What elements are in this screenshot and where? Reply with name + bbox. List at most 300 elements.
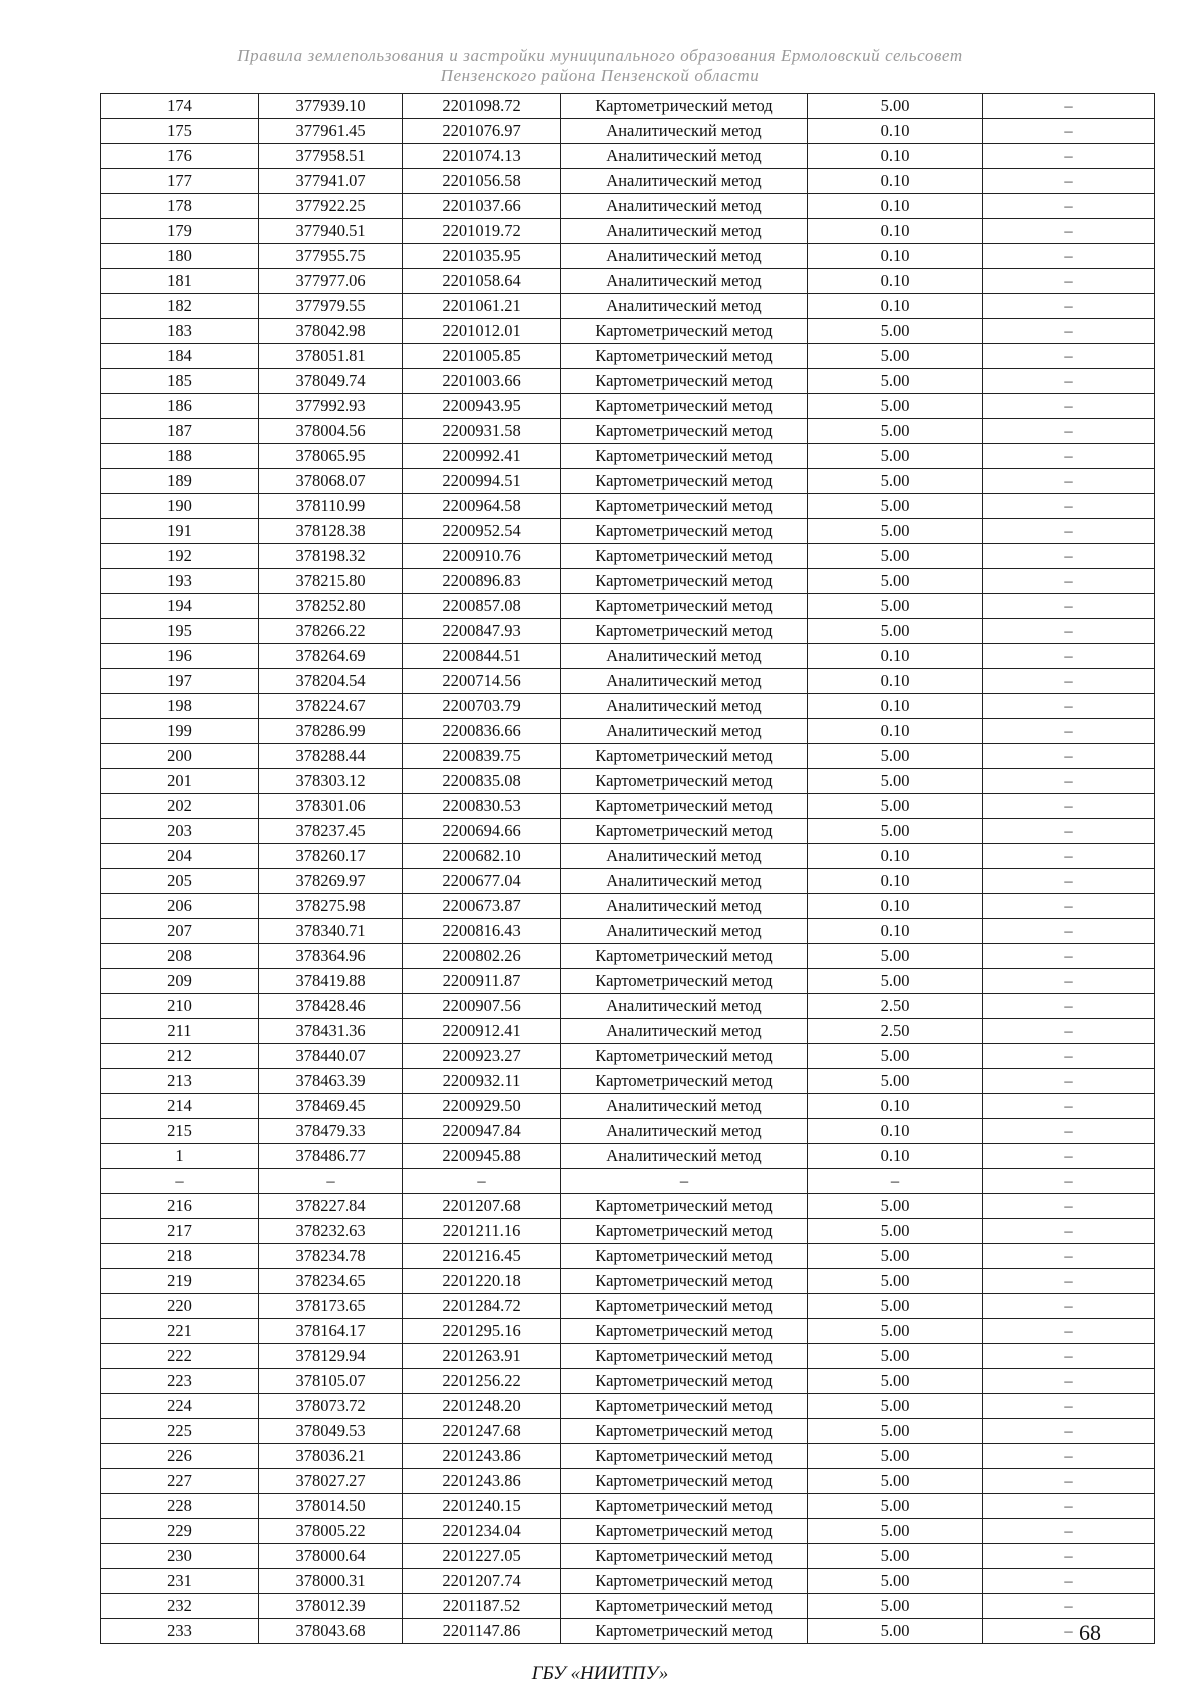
note-cell: – [983,394,1155,419]
table-row [101,744,1155,769]
accuracy-cell: 5.00 [808,94,983,119]
point-number-cell: 187 [101,419,259,444]
x-coordinate-cell: 377961.45 [259,119,403,144]
method-cell: Картометрический метод [561,819,808,844]
table-row [101,394,1155,419]
y-coordinate-cell: 2201098.72 [403,94,561,119]
x-coordinate-cell: 378303.12 [259,769,403,794]
note-cell: – [983,694,1155,719]
coordinates-table [100,93,1155,1644]
y-coordinate-cell: 2200682.10 [403,844,561,869]
x-coordinate-cell: 378463.39 [259,1069,403,1094]
point-number-cell: 230 [101,1544,259,1569]
note-cell: – [983,344,1155,369]
x-coordinate-cell: 378065.95 [259,444,403,469]
y-coordinate-cell: 2200932.11 [403,1069,561,1094]
y-coordinate-cell: 2201243.86 [403,1469,561,1494]
method-cell: Аналитический метод [561,194,808,219]
point-number-cell: 177 [101,169,259,194]
note-cell: – [983,519,1155,544]
note-cell: – [983,1019,1155,1044]
accuracy-cell: 0.10 [808,919,983,944]
x-coordinate-cell: 378036.21 [259,1444,403,1469]
point-number-cell: 226 [101,1444,259,1469]
y-coordinate-cell: 2200910.76 [403,544,561,569]
note-cell: – [983,169,1155,194]
y-coordinate-cell: 2200952.54 [403,519,561,544]
table-row [101,144,1155,169]
method-cell: Аналитический метод [561,894,808,919]
x-coordinate-cell: 378128.38 [259,519,403,544]
method-cell: Аналитический метод [561,269,808,294]
note-cell: – [983,1294,1155,1319]
y-coordinate-cell: 2201243.86 [403,1444,561,1469]
note-cell: – [983,1119,1155,1144]
x-coordinate-cell: 378252.80 [259,594,403,619]
x-coordinate-cell: 378340.71 [259,919,403,944]
accuracy-cell: 0.10 [808,719,983,744]
table-row [101,369,1155,394]
x-coordinate-cell: 378110.99 [259,494,403,519]
note-cell: – [983,869,1155,894]
table-row [101,1244,1155,1269]
table-row [101,869,1155,894]
table-row [101,544,1155,569]
x-coordinate-cell: 378237.45 [259,819,403,844]
method-cell: Картометрический метод [561,419,808,444]
note-cell: – [983,1369,1155,1394]
method-cell: Картометрический метод [561,619,808,644]
x-coordinate-cell: 378129.94 [259,1344,403,1369]
method-cell: Картометрический метод [561,794,808,819]
table-row [101,1119,1155,1144]
y-coordinate-cell: 2200714.56 [403,669,561,694]
y-coordinate-cell: 2201263.91 [403,1344,561,1369]
x-coordinate-cell: 378224.67 [259,694,403,719]
method-cell: Аналитический метод [561,644,808,669]
note-cell: – [983,1144,1155,1169]
point-number-cell: 201 [101,769,259,794]
point-number-cell: 232 [101,1594,259,1619]
method-cell: Картометрический метод [561,594,808,619]
point-number-cell: 204 [101,844,259,869]
point-number-cell: 192 [101,544,259,569]
point-number-cell: 221 [101,1319,259,1344]
point-number-cell: 224 [101,1394,259,1419]
method-cell: Картометрический метод [561,1269,808,1294]
x-coordinate-cell: 378073.72 [259,1394,403,1419]
x-coordinate-cell: 378198.32 [259,544,403,569]
y-coordinate-cell: 2201216.45 [403,1244,561,1269]
accuracy-cell: 0.10 [808,669,983,694]
table-row [101,1344,1155,1369]
table-row [101,344,1155,369]
point-number-cell: 174 [101,94,259,119]
note-cell: – [983,444,1155,469]
accuracy-cell: 0.10 [808,119,983,144]
accuracy-cell: 5.00 [808,1519,983,1544]
method-cell: Картометрический метод [561,1519,808,1544]
x-coordinate-cell: 378232.63 [259,1219,403,1244]
accuracy-cell: 5.00 [808,344,983,369]
y-coordinate-cell: 2201248.20 [403,1394,561,1419]
note-cell: – [983,1394,1155,1419]
x-coordinate-cell: 377941.07 [259,169,403,194]
x-coordinate-cell: 378266.22 [259,619,403,644]
x-coordinate-cell: 377979.55 [259,294,403,319]
y-coordinate-cell: 2200929.50 [403,1094,561,1119]
table-row [101,1369,1155,1394]
note-cell: – [983,894,1155,919]
accuracy-cell: 5.00 [808,1569,983,1594]
point-number-cell: 233 [101,1619,259,1644]
accuracy-cell: 5.00 [808,1069,983,1094]
accuracy-cell: 0.10 [808,869,983,894]
table-row [101,1419,1155,1444]
table-row [101,1044,1155,1069]
table-row [101,494,1155,519]
note-cell: – [983,1094,1155,1119]
point-number-cell: 181 [101,269,259,294]
point-number-cell: 217 [101,1219,259,1244]
x-coordinate-cell: 378005.22 [259,1519,403,1544]
table-row [101,1394,1155,1419]
point-number-cell: 229 [101,1519,259,1544]
y-coordinate-cell: 2201207.74 [403,1569,561,1594]
x-coordinate-cell: 378042.98 [259,319,403,344]
y-coordinate-cell: 2200835.08 [403,769,561,794]
note-cell: – [983,1069,1155,1094]
point-number-cell: 178 [101,194,259,219]
method-cell: Аналитический метод [561,1094,808,1119]
y-coordinate-cell: 2200931.58 [403,419,561,444]
note-cell: – [983,269,1155,294]
method-cell: Картометрический метод [561,369,808,394]
table-row [101,169,1155,194]
note-cell: – [983,719,1155,744]
method-cell: Картометрический метод [561,1244,808,1269]
method-cell: Картометрический метод [561,1469,808,1494]
method-cell: Картометрический метод [561,944,808,969]
point-number-cell: 219 [101,1269,259,1294]
x-coordinate-cell: 378260.17 [259,844,403,869]
method-cell: – [561,1169,808,1194]
y-coordinate-cell: 2200994.51 [403,469,561,494]
accuracy-cell: 0.10 [808,694,983,719]
table-row [101,269,1155,294]
point-number-cell: 207 [101,919,259,944]
accuracy-cell: 5.00 [808,969,983,994]
x-coordinate-cell: 378301.06 [259,794,403,819]
point-number-cell: 197 [101,669,259,694]
y-coordinate-cell: 2201056.58 [403,169,561,194]
y-coordinate-cell: – [403,1169,561,1194]
note-cell: – [983,1494,1155,1519]
x-coordinate-cell: 378486.77 [259,1144,403,1169]
accuracy-cell: 5.00 [808,744,983,769]
accuracy-cell: 5.00 [808,369,983,394]
accuracy-cell: 5.00 [808,419,983,444]
point-number-cell: 214 [101,1094,259,1119]
table-row [101,519,1155,544]
point-number-cell: 206 [101,894,259,919]
point-number-cell: 222 [101,1344,259,1369]
point-number-cell: 210 [101,994,259,1019]
note-cell: – [983,944,1155,969]
x-coordinate-cell: 377940.51 [259,219,403,244]
note-cell: – [983,619,1155,644]
point-number-cell: 179 [101,219,259,244]
accuracy-cell: 2.50 [808,1019,983,1044]
point-number-cell: 191 [101,519,259,544]
method-cell: Картометрический метод [561,344,808,369]
header-line-2: Пензенского района Пензенской области [440,66,760,85]
note-cell: – [983,644,1155,669]
point-number-cell: 231 [101,1569,259,1594]
y-coordinate-cell: 2201227.05 [403,1544,561,1569]
running-header [100,46,1100,86]
method-cell: Картометрический метод [561,1444,808,1469]
accuracy-cell: 5.00 [808,1619,983,1644]
method-cell: Картометрический метод [561,1294,808,1319]
table-row [101,919,1155,944]
method-cell: Аналитический метод [561,844,808,869]
method-cell: Картометрический метод [561,1494,808,1519]
y-coordinate-cell: 2200694.66 [403,819,561,844]
accuracy-cell: 5.00 [808,1394,983,1419]
table-row [101,219,1155,244]
point-number-cell: 227 [101,1469,259,1494]
point-number-cell: 203 [101,819,259,844]
point-number-cell: 220 [101,1294,259,1319]
note-cell: – [983,419,1155,444]
y-coordinate-cell: 2201256.22 [403,1369,561,1394]
table-row [101,894,1155,919]
accuracy-cell: 5.00 [808,469,983,494]
y-coordinate-cell: 2201295.16 [403,1319,561,1344]
x-coordinate-cell: 378068.07 [259,469,403,494]
note-cell: – [983,1469,1155,1494]
note-cell: – [983,669,1155,694]
point-number-cell: 175 [101,119,259,144]
table-row [101,819,1155,844]
accuracy-cell: 5.00 [808,1044,983,1069]
y-coordinate-cell: 2201058.64 [403,269,561,294]
point-number-cell: 209 [101,969,259,994]
point-number-cell: 202 [101,794,259,819]
x-coordinate-cell: 378269.97 [259,869,403,894]
y-coordinate-cell: 2200945.88 [403,1144,561,1169]
table-row [101,1069,1155,1094]
table-row [101,1269,1155,1294]
y-coordinate-cell: 2201074.13 [403,144,561,169]
accuracy-cell: 5.00 [808,1594,983,1619]
accuracy-cell: 0.10 [808,144,983,169]
note-cell: – [983,1194,1155,1219]
point-number-cell: 198 [101,694,259,719]
y-coordinate-cell: 2201247.68 [403,1419,561,1444]
method-cell: Аналитический метод [561,244,808,269]
note-cell: – [983,494,1155,519]
x-coordinate-cell: 378014.50 [259,1494,403,1519]
note-cell: – [983,769,1155,794]
method-cell: Картометрический метод [561,1069,808,1094]
table-row [101,419,1155,444]
table-row [101,444,1155,469]
table-row [101,969,1155,994]
y-coordinate-cell: 2201187.52 [403,1594,561,1619]
accuracy-cell: 0.10 [808,1119,983,1144]
note-cell: – [983,194,1155,219]
y-coordinate-cell: 2200677.04 [403,869,561,894]
x-coordinate-cell: 377939.10 [259,94,403,119]
point-number-cell: 185 [101,369,259,394]
method-cell: Картометрический метод [561,1044,808,1069]
note-cell: – [983,294,1155,319]
point-number-cell: 190 [101,494,259,519]
y-coordinate-cell: 2201061.21 [403,294,561,319]
table-row [101,994,1155,1019]
x-coordinate-cell: 378428.46 [259,994,403,1019]
y-coordinate-cell: 2200907.56 [403,994,561,1019]
method-cell: Картометрический метод [561,1319,808,1344]
table-row [101,119,1155,144]
method-cell: Картометрический метод [561,1194,808,1219]
method-cell: Картометрический метод [561,569,808,594]
table-row [101,469,1155,494]
note-cell: – [983,244,1155,269]
note-cell: – [983,1319,1155,1344]
note-cell: – [983,1044,1155,1069]
x-coordinate-cell: 378264.69 [259,644,403,669]
method-cell: Картометрический метод [561,494,808,519]
table-row [101,794,1155,819]
accuracy-cell: 0.10 [808,894,983,919]
method-cell: Картометрический метод [561,519,808,544]
note-cell: – [983,1169,1155,1194]
note-cell: – [983,744,1155,769]
method-cell: Картометрический метод [561,394,808,419]
accuracy-cell: 5.00 [808,1219,983,1244]
accuracy-cell: 0.10 [808,194,983,219]
table-row [101,1219,1155,1244]
y-coordinate-cell: 2200943.95 [403,394,561,419]
x-coordinate-cell: 378275.98 [259,894,403,919]
note-cell: – [983,1619,1155,1644]
accuracy-cell: 0.10 [808,1144,983,1169]
note-cell: – [983,1244,1155,1269]
note-cell: – [983,1269,1155,1294]
accuracy-cell: 5.00 [808,1269,983,1294]
note-cell: – [983,469,1155,494]
accuracy-cell: 5.00 [808,1369,983,1394]
note-cell: – [983,844,1155,869]
point-number-cell: 215 [101,1119,259,1144]
table-row [101,719,1155,744]
accuracy-cell: 5.00 [808,519,983,544]
y-coordinate-cell: 2201147.86 [403,1619,561,1644]
method-cell: Аналитический метод [561,219,808,244]
note-cell: – [983,144,1155,169]
accuracy-cell: 5.00 [808,1444,983,1469]
table-row [101,1319,1155,1344]
method-cell: Картометрический метод [561,1369,808,1394]
method-cell: Картометрический метод [561,1219,808,1244]
point-number-cell: 208 [101,944,259,969]
x-coordinate-cell: 378164.17 [259,1319,403,1344]
x-coordinate-cell: 378469.45 [259,1094,403,1119]
note-cell: – [983,1594,1155,1619]
method-cell: Аналитический метод [561,144,808,169]
method-cell: Картометрический метод [561,1594,808,1619]
table-row [101,669,1155,694]
note-cell: – [983,1444,1155,1469]
note-cell: – [983,819,1155,844]
accuracy-cell: 5.00 [808,494,983,519]
note-cell: – [983,1569,1155,1594]
accuracy-cell: 5.00 [808,444,983,469]
x-coordinate-cell: 378049.74 [259,369,403,394]
point-number-cell: 184 [101,344,259,369]
table-row [101,1569,1155,1594]
point-number-cell: 196 [101,644,259,669]
y-coordinate-cell: 2200830.53 [403,794,561,819]
method-cell: Картометрический метод [561,94,808,119]
x-coordinate-cell: 378105.07 [259,1369,403,1394]
method-cell: Аналитический метод [561,1144,808,1169]
method-cell: Аналитический метод [561,919,808,944]
y-coordinate-cell: 2200911.87 [403,969,561,994]
accuracy-cell: 5.00 [808,319,983,344]
table-row [101,594,1155,619]
accuracy-cell: 5.00 [808,1344,983,1369]
accuracy-cell: 5.00 [808,569,983,594]
point-number-cell: 195 [101,619,259,644]
y-coordinate-cell: 2200673.87 [403,894,561,919]
point-number-cell: 199 [101,719,259,744]
point-number-cell: 223 [101,1369,259,1394]
note-cell: – [983,1344,1155,1369]
x-coordinate-cell: 378431.36 [259,1019,403,1044]
table-row [101,844,1155,869]
table-row [101,1519,1155,1544]
accuracy-cell: 0.10 [808,269,983,294]
note-cell: – [983,119,1155,144]
note-cell: – [983,594,1155,619]
table-row [101,1019,1155,1044]
y-coordinate-cell: 2201019.72 [403,219,561,244]
accuracy-cell: 0.10 [808,1094,983,1119]
point-number-cell: 182 [101,294,259,319]
page-number: 68 [1079,1620,1101,1645]
y-coordinate-cell: 2200857.08 [403,594,561,619]
point-number-cell: 186 [101,394,259,419]
y-coordinate-cell: 2200912.41 [403,1019,561,1044]
x-coordinate-cell: 378440.07 [259,1044,403,1069]
note-cell: – [983,969,1155,994]
accuracy-cell: 5.00 [808,1544,983,1569]
table-row [101,1094,1155,1119]
note-cell: – [983,1219,1155,1244]
x-coordinate-cell: 377955.75 [259,244,403,269]
note-cell: – [983,569,1155,594]
table-row [101,1144,1155,1169]
x-coordinate-cell: – [259,1169,403,1194]
x-coordinate-cell: 378012.39 [259,1594,403,1619]
point-number-cell: 200 [101,744,259,769]
method-cell: Аналитический метод [561,294,808,319]
table-row [101,194,1155,219]
